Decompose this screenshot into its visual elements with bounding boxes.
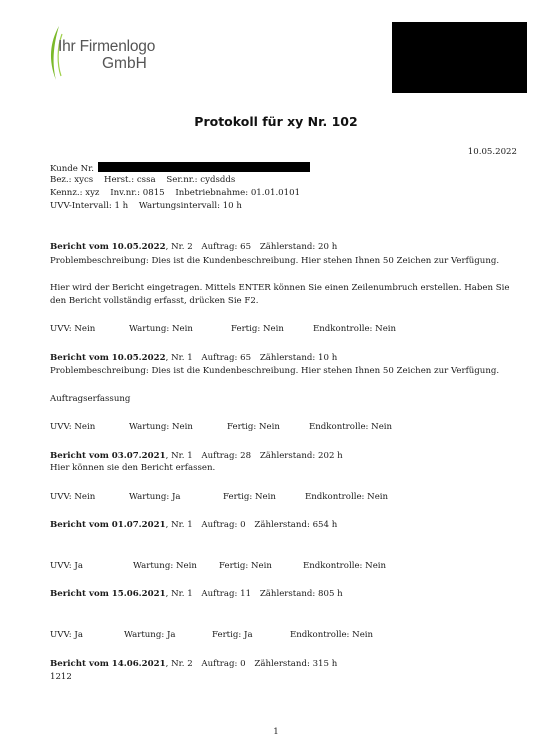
report-body-line: den Bericht vollständig erfasst, drücken Sie F2.: [50, 296, 259, 306]
report-body-line: Hier können sie den Bericht erfassen.: [50, 463, 216, 473]
status-endkontrolle: Endkontrolle: Nein: [309, 422, 393, 432]
report-heading-nr: , Nr. 1: [165, 589, 193, 599]
report-heading: [50, 659, 337, 669]
report-problem-description: Problembeschreibung: Dies ist die Kundenbeschreibung. Hier stehen Ihnen 50 Zeichen zur Verfügung.: [50, 366, 500, 376]
status-wartung: Wartung: Nein: [129, 422, 193, 432]
status-endkontrolle: Endkontrolle: Nein: [290, 630, 374, 640]
report-heading-date: Bericht vom 14.06.2021: [50, 659, 166, 669]
intervals-line: [50, 201, 242, 211]
device-herst: Herst.: cssa: [103, 175, 156, 185]
status-uvv: UVV: Nein: [50, 492, 96, 502]
report-order: Auftrag: 65: [201, 242, 252, 252]
status-fertig: Fertig: Nein: [227, 422, 280, 432]
status-wartung: Wartung: Nein: [129, 324, 193, 334]
report-heading-date: Bericht vom 10.05.2022: [50, 353, 166, 363]
report-status-line: [50, 561, 386, 571]
status-fertig: Fertig: Nein: [231, 324, 284, 334]
report-heading: [50, 589, 343, 599]
report-heading: [50, 451, 343, 461]
uvv-interval: UVV-Intervall: 1 h: [50, 201, 129, 211]
report-order: Auftrag: 0: [201, 520, 246, 530]
maintenance-interval: Wartungsintervall: 10 h: [138, 201, 242, 211]
device-inbetrieb: Inbetriebnahme: 01.01.0101: [175, 188, 301, 198]
page-title: Protokoll für xy Nr. 102: [194, 114, 358, 129]
device-invnr: Inv.nr.: 0815: [110, 188, 165, 198]
report-body-line: Hier wird der Bericht eingetragen. Mittels ENTER können Sie einen Zeilenumbruch erstellen. Haben Sie: [50, 283, 510, 293]
device-bez: Bez.: xycs: [50, 175, 94, 185]
status-fertig: Fertig: Nein: [219, 561, 272, 571]
page-number: 1: [273, 727, 279, 737]
status-wartung: Wartung: Ja: [129, 492, 181, 502]
customer-number-label: Kunde Nr.: [50, 164, 95, 174]
report-heading-nr: , Nr. 2: [165, 659, 193, 669]
report-status-line: [50, 324, 396, 334]
report-heading-nr: , Nr. 2: [165, 242, 193, 252]
report-status-line: [50, 630, 373, 640]
customer-number-line: [50, 162, 310, 174]
logo-text-line1: Ihr Firmenlogo: [58, 38, 156, 55]
report-body-line: Auftragserfassung: [50, 394, 131, 404]
report-counter: Zählerstand: 805 h: [259, 589, 343, 599]
status-wartung: Wartung: Ja: [124, 630, 176, 640]
device-sernr: Ser.nr.: cydsdds: [166, 175, 236, 185]
device-ids-line: [50, 188, 300, 198]
document-date: 10.05.2022: [467, 147, 517, 157]
status-fertig: Fertig: Nein: [223, 492, 276, 502]
status-endkontrolle: Endkontrolle: Nein: [305, 492, 389, 502]
report-counter: Zählerstand: 654 h: [254, 520, 338, 530]
report-heading: [50, 353, 337, 363]
report-heading-date: Bericht vom 15.06.2021: [50, 589, 166, 599]
report-heading: [50, 242, 337, 252]
report-counter: Zählerstand: 315 h: [254, 659, 338, 669]
report-order: Auftrag: 0: [201, 659, 246, 669]
report-counter: Zählerstand: 202 h: [259, 451, 343, 461]
report-heading-date: Bericht vom 03.07.2021: [50, 451, 166, 461]
report-heading-nr: , Nr. 1: [165, 353, 193, 363]
device-info-line: [50, 175, 235, 185]
report-order: Auftrag: 65: [201, 353, 252, 363]
device-kennz: Kennz.: xyz: [50, 188, 100, 198]
status-uvv: UVV: Ja: [50, 630, 83, 640]
report-counter: Zählerstand: 10 h: [259, 353, 338, 363]
status-fertig: Fertig: Ja: [212, 630, 253, 640]
report-body-line: 1212: [50, 672, 72, 682]
report-order: Auftrag: 28: [201, 451, 252, 461]
report-heading-date: Bericht vom 01.07.2021: [50, 520, 166, 530]
status-endkontrolle: Endkontrolle: Nein: [303, 561, 387, 571]
report-status-line: [50, 422, 392, 432]
report-problem-description: Problembeschreibung: Dies ist die Kundenbeschreibung. Hier stehen Ihnen 50 Zeichen zur Verfügung.: [50, 256, 500, 266]
report-heading-nr: , Nr. 1: [165, 451, 193, 461]
status-uvv: UVV: Nein: [50, 324, 96, 334]
report-status-line: [50, 492, 388, 502]
report-order: Auftrag: 11: [201, 589, 252, 599]
report-heading-nr: , Nr. 1: [165, 520, 193, 530]
report-counter: Zählerstand: 20 h: [259, 242, 338, 252]
status-uvv: UVV: Nein: [50, 422, 96, 432]
redacted-image-box: [392, 22, 527, 93]
status-uvv: UVV: Ja: [50, 561, 83, 571]
status-wartung: Wartung: Nein: [133, 561, 197, 571]
report-heading: [50, 520, 337, 530]
status-endkontrolle: Endkontrolle: Nein: [313, 324, 397, 334]
redacted-customer-number: [98, 162, 310, 172]
company-logo: [46, 24, 186, 86]
logo-text-line2: GmbH: [102, 55, 147, 72]
report-heading-date: Bericht vom 10.05.2022: [50, 242, 166, 252]
